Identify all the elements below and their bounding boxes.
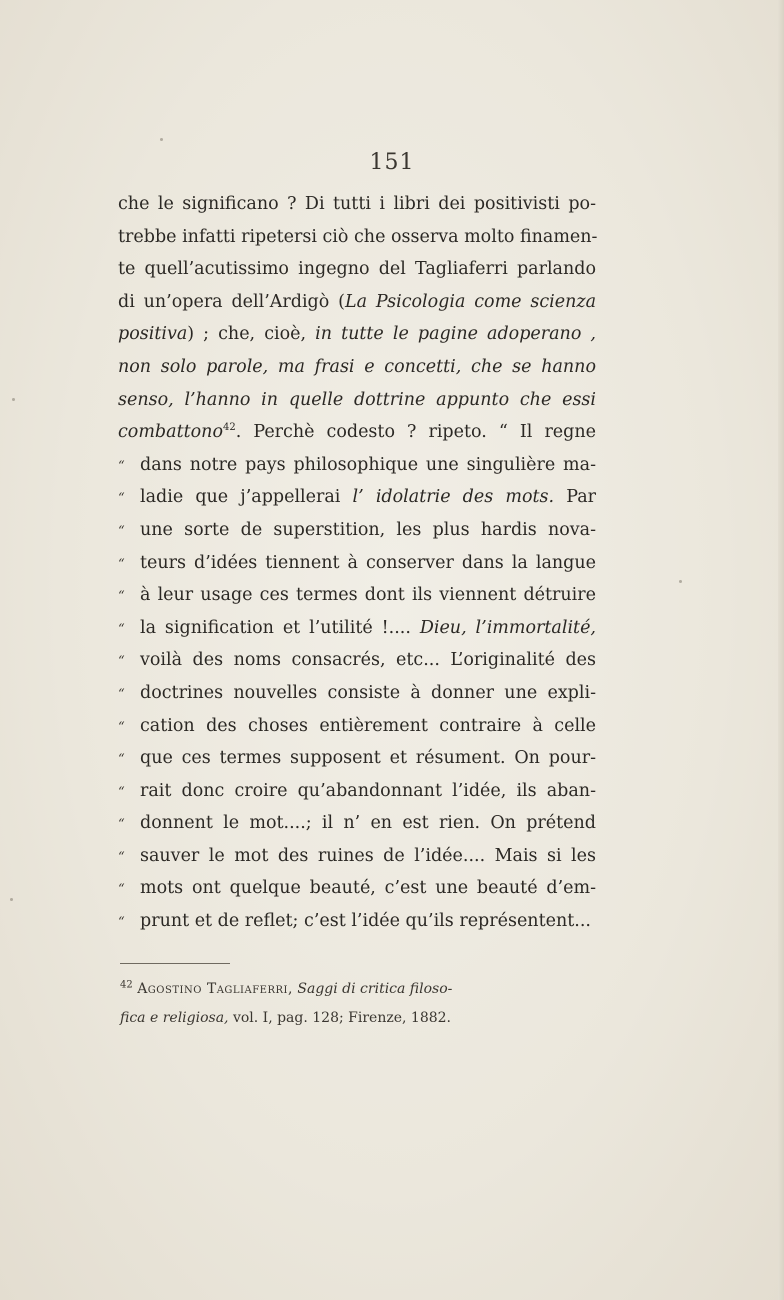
text-line xyxy=(118,253,596,286)
quoted-text-line xyxy=(118,547,596,580)
page-edge xyxy=(778,0,784,1300)
text-span: mots ont quelque beauté, c’est une beauté d’em- xyxy=(140,878,596,899)
quoted-text-line xyxy=(118,872,596,905)
quote-text xyxy=(140,644,596,677)
quoted-text-line xyxy=(118,481,596,514)
quote-mark: “ xyxy=(118,784,125,800)
quoted-text-line xyxy=(118,579,596,612)
footnote xyxy=(120,975,540,1033)
text-span: . Perchè codesto ? ripeto. “ Il regne xyxy=(235,422,596,443)
quoted-text-line xyxy=(118,710,596,743)
text-line xyxy=(118,318,596,351)
footnote-title-part-2: fica e religiosa, xyxy=(120,1010,229,1026)
text-span: che le significano ? Di tutti i libri dei positivisti po- xyxy=(118,194,596,214)
quoted-text-line xyxy=(118,840,596,873)
quote-text xyxy=(140,840,596,873)
quote-mark: “ xyxy=(118,556,125,572)
text-span: dans notre pays philosophique une singulière ma- xyxy=(140,454,596,475)
quoted-text-line xyxy=(118,905,596,938)
text-line xyxy=(118,351,596,384)
page-number: 151 xyxy=(369,150,415,175)
footnote-line-1 xyxy=(120,975,540,1004)
text-span: teurs d’idées tiennent à conserver dans la langue xyxy=(140,552,596,573)
quote-text xyxy=(140,710,596,743)
quote-text xyxy=(140,481,596,514)
italic-span: La Psicologia come scienza xyxy=(344,291,597,312)
italic-span: senso, l’hanno in quelle dottrine appunto che essi xyxy=(118,389,596,410)
text-span: Par xyxy=(554,487,596,508)
text-line xyxy=(118,188,596,221)
quote-text xyxy=(140,514,596,547)
quote-mark: “ xyxy=(118,719,125,735)
quoted-text-line xyxy=(118,807,596,840)
quote-mark: “ xyxy=(118,523,125,539)
quoted-text-line xyxy=(118,514,596,547)
text-span: une sorte de superstition, les plus hardis nova- xyxy=(140,519,596,540)
italic-span: in tutte le pagine adoperano , xyxy=(315,324,596,345)
paper-speck xyxy=(12,398,15,401)
quote-mark: “ xyxy=(118,654,125,670)
quoted-text-line xyxy=(118,644,596,677)
text-span: ladie que j’appellerai xyxy=(140,487,353,508)
quote-mark: “ xyxy=(118,686,125,702)
quote-text xyxy=(140,449,596,482)
quoted-text-line xyxy=(118,612,596,645)
text-line xyxy=(118,384,596,417)
quote-mark: “ xyxy=(118,882,125,898)
text-span: doctrines nouvelles consiste à donner une expli- xyxy=(140,682,596,703)
body-text xyxy=(118,188,596,938)
paper-speck xyxy=(10,898,13,901)
text-span: la signification et l’utilité !.... xyxy=(140,617,420,638)
quote-mark: “ xyxy=(118,491,125,507)
quote-mark: “ xyxy=(118,458,125,474)
footnote-details: vol. I, pag. 128; Firenze, 1882. xyxy=(232,1010,451,1026)
quote-text xyxy=(140,905,596,938)
text-span: cation des choses entièrement contraire à celle xyxy=(140,715,596,736)
text-span: voilà des noms consacrés, etc... L’originalité des xyxy=(140,650,596,671)
quote-text xyxy=(140,807,596,840)
text-span: à leur usage ces termes dont ils viennent détruire xyxy=(140,585,596,606)
footnote-rule xyxy=(120,963,230,964)
footnote-marker: 42 xyxy=(120,979,133,991)
text-span: donnent le mot....; il n’ en est rien. On prétend xyxy=(140,813,596,834)
quoted-text-line xyxy=(118,742,596,775)
footnote-reference: 42 xyxy=(222,422,236,434)
text-span: prunt et de reflet; c’est l’idée qu’ils représentent... xyxy=(140,911,591,932)
quote-mark: “ xyxy=(118,849,125,865)
quote-mark: “ xyxy=(118,621,125,637)
italic-span: positiva xyxy=(118,324,188,345)
text-span: que ces termes supposent et résument. On pour- xyxy=(140,748,596,769)
italic-span: Dieu, l’immortalité, xyxy=(419,617,596,638)
text-line xyxy=(118,286,596,319)
paper-speck xyxy=(160,138,163,141)
text-span: te quell’acutissimo ingegno del Tagliaferri parlando xyxy=(118,259,596,280)
quoted-text-line xyxy=(118,775,596,808)
quote-text xyxy=(140,775,596,808)
italic-span: non solo parole, ma frasi e concetti, che se hanno xyxy=(118,356,596,377)
text-span: rait donc croire qu’abandonnant l’idée, ils aban- xyxy=(140,780,596,801)
text-span: di un’opera dell’Ardigò ( xyxy=(118,291,345,312)
text-span: trebbe infatti ripetersi ciò che osserva molto finamen- xyxy=(118,226,598,247)
footnote-author: Agostino Tagliaferri, xyxy=(137,981,293,997)
quote-mark: “ xyxy=(118,752,125,768)
paper-speck xyxy=(679,580,682,583)
italic-span: combattono xyxy=(118,422,223,443)
quote-text xyxy=(140,579,596,612)
quote-text xyxy=(140,742,596,775)
quote-text xyxy=(140,677,596,710)
quote-text xyxy=(140,547,596,580)
quote-mark: “ xyxy=(118,817,125,833)
quote-mark: “ xyxy=(118,915,125,931)
text-line xyxy=(118,221,596,254)
quote-text xyxy=(140,612,596,645)
footnote-title-part-1: Saggi di critica filoso- xyxy=(297,981,453,997)
italic-span: l’ idolatrie des mots. xyxy=(352,487,555,508)
quoted-text-line xyxy=(118,449,596,482)
footnote-line-2 xyxy=(120,1004,540,1033)
quoted-text-line xyxy=(118,677,596,710)
text-span: ) ; che, cioè, xyxy=(187,324,316,345)
text-line xyxy=(118,416,596,449)
quote-mark: “ xyxy=(118,589,125,605)
text-span: sauver le mot des ruines de l’idée.... Mais si les xyxy=(140,845,596,866)
quote-text xyxy=(140,872,596,905)
